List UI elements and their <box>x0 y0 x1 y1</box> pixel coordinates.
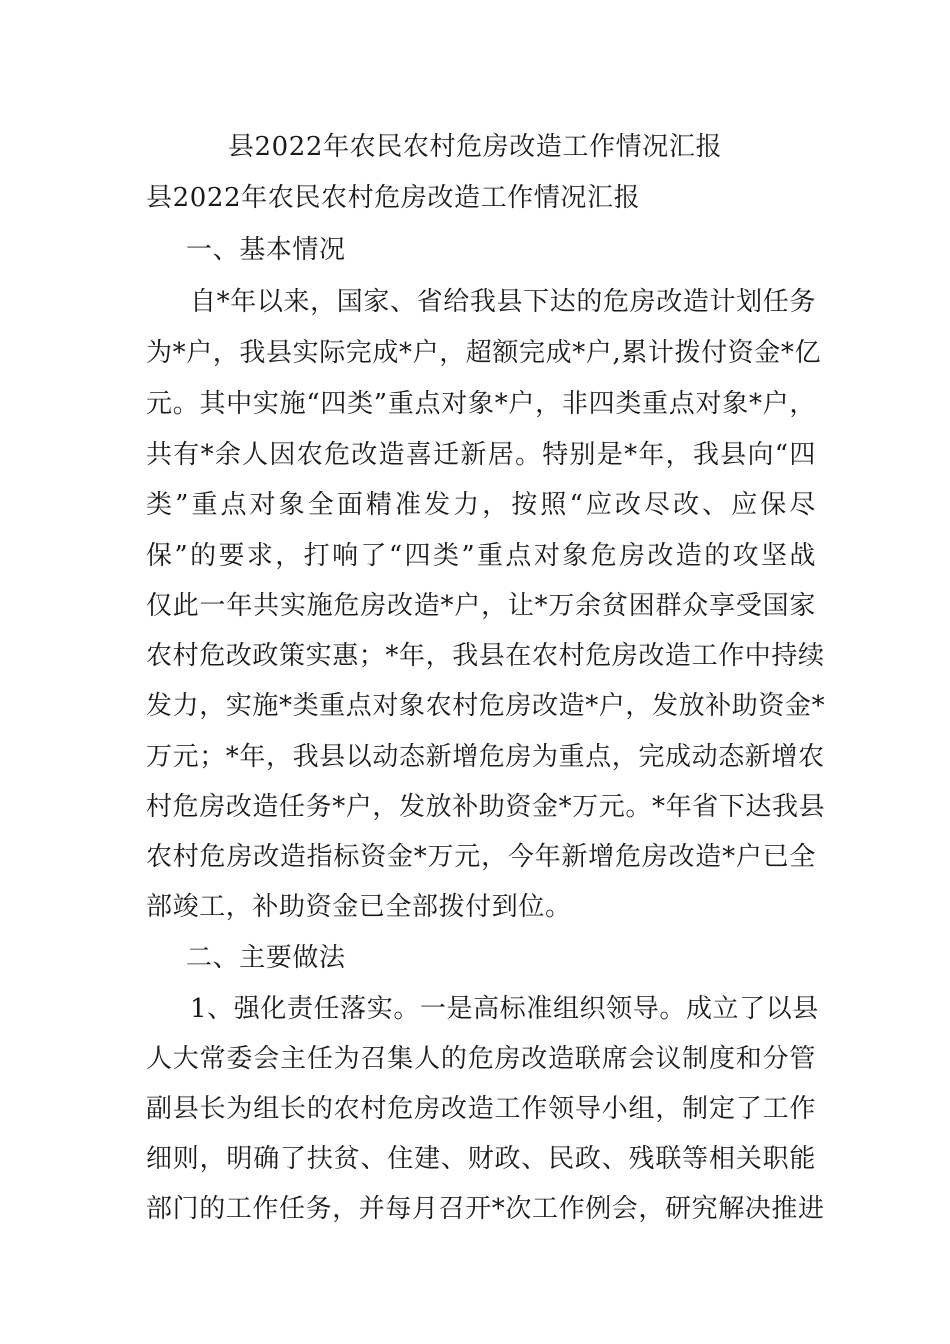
paragraph-line: 保”的要求，打响了“四类”重点对象危房改造的攻坚战 <box>146 541 816 571</box>
paragraph-line: 共有*余人因农危改造喜迁新居。特别是*年，我县向“四 <box>146 440 816 470</box>
paragraph-line: 农村危房改造指标资金*万元，今年新增危房改造*户已全 <box>146 842 816 872</box>
paragraph-line: 部门的工作任务，并每月召开*次工作例会，研究解决推进 <box>146 1194 825 1224</box>
paragraph-line: 自*年以来，国家、省给我县下达的危房改造计划任务 <box>190 287 816 317</box>
paragraph-line: 细则，明确了扶贫、住建、财政、民政、残联等相关职能 <box>146 1144 816 1174</box>
section-heading-basic: 一、基本情况 <box>186 235 346 265</box>
paragraph-line: 仅此一年共实施危房改造*户，让*万余贫困群众享受国家 <box>146 591 816 621</box>
paragraph-line: 发力，实施*类重点对象农村危房改造*户，发放补助资金* <box>146 691 826 721</box>
paragraph-line: 副县长为组长的农村危房改造工作领导小组，制定了工作 <box>146 1094 816 1124</box>
paragraph-line: 人大常委会主任为召集人的危房改造联席会议制度和分管 <box>146 1044 816 1074</box>
paragraph-line: 村危房改造任务*户，发放补助资金*万元。*年省下达我县 <box>146 792 826 822</box>
paragraph-line: 类”重点对象全面精准发力，按照“应改尽改、应保尽 <box>146 490 816 520</box>
paragraph-line: 元。其中实施“四类”重点对象*户，非四类重点对象*户， <box>146 389 816 419</box>
paragraph-line: 1、强化责任落实。一是高标准组织领导。成立了以县 <box>190 994 819 1024</box>
paragraph-line: 为*户，我县实际完成*户，超额完成*户,累计拨付资金*亿 <box>146 338 822 368</box>
paragraph-line: 农村危改政策实惠；*年，我县在农村危房改造工作中持续 <box>146 641 825 671</box>
document-subtitle: 县2022年农民农村危房改造工作情况汇报 <box>146 183 641 213</box>
document-title: 县2022年农民农村危房改造工作情况汇报 <box>227 132 723 162</box>
paragraph-line: 部竣工，补助资金已全部拨付到位。 <box>146 892 572 922</box>
section-heading-methods: 二、主要做法 <box>186 943 346 973</box>
paragraph-line: 万元；*年，我县以动态新增危房为重点，完成动态新增农 <box>146 742 825 772</box>
